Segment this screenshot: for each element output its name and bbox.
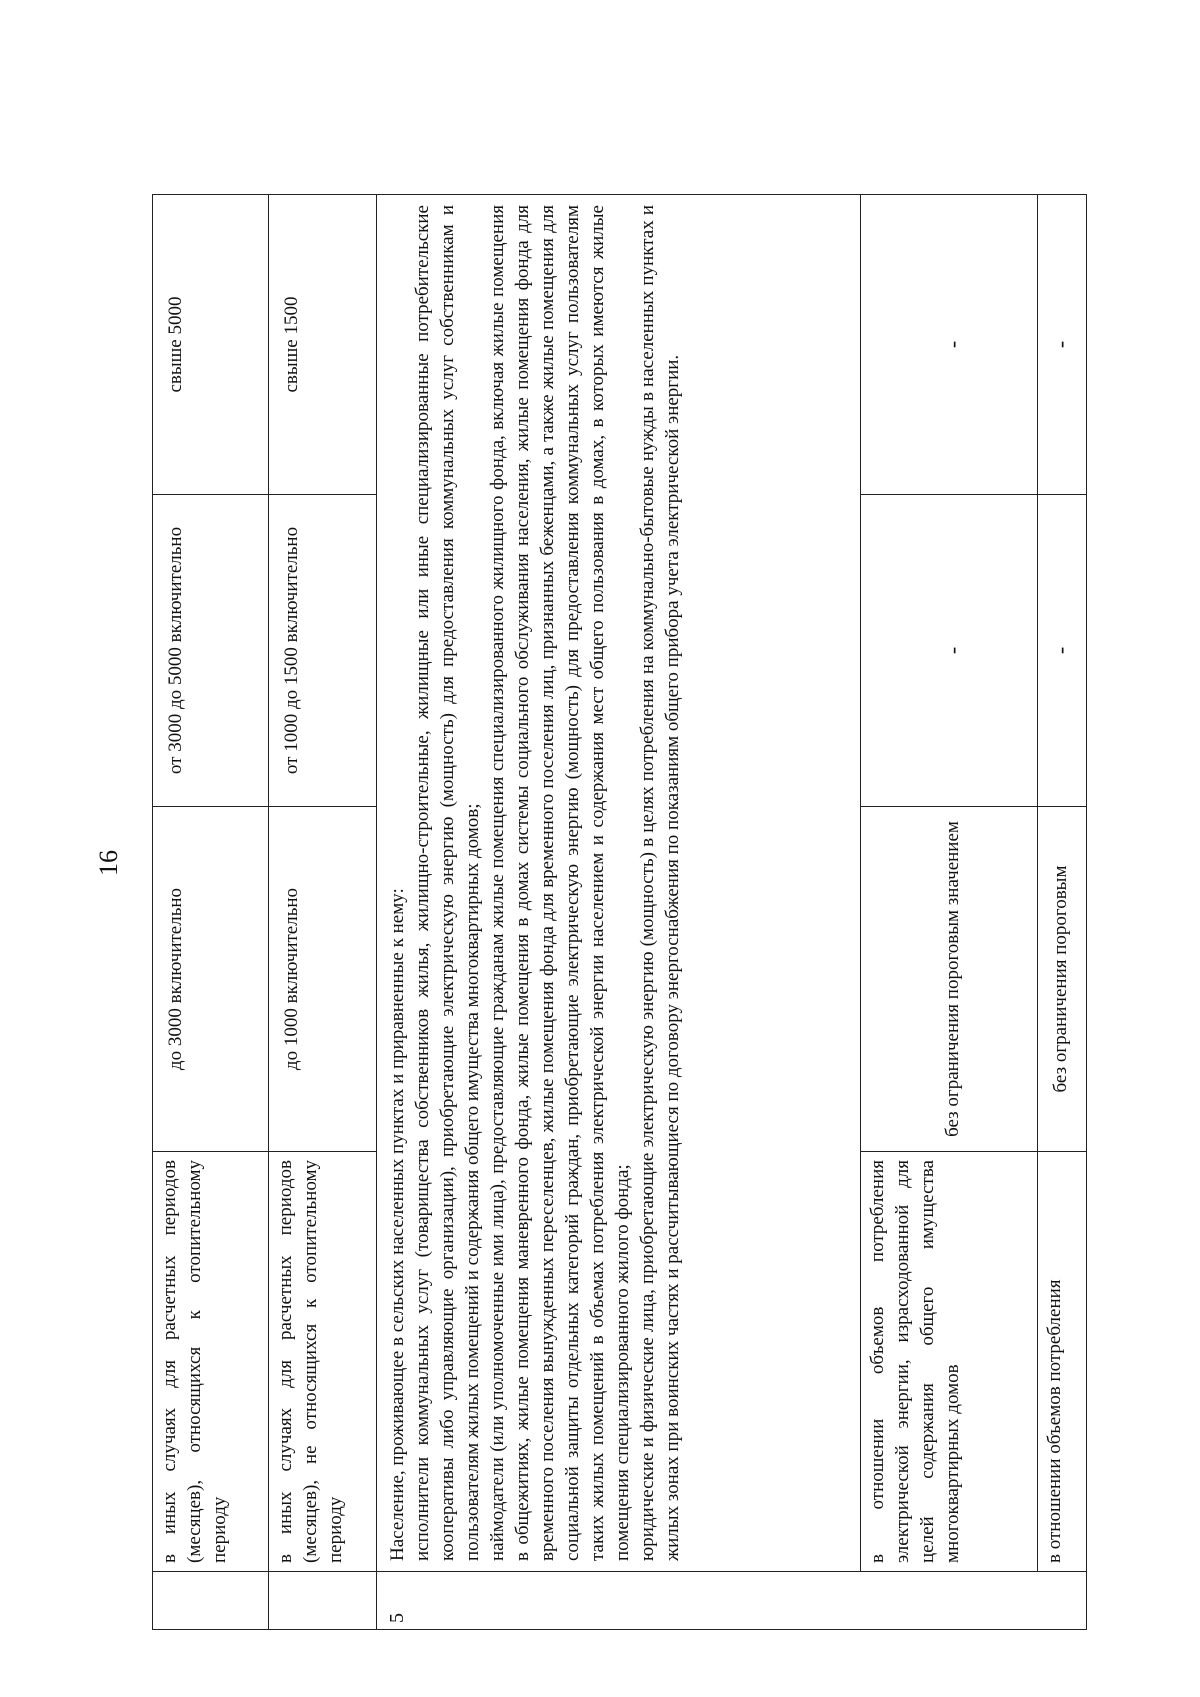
description-paragraph: исполнители коммунальных услуг (товарищества собственников жилья, жилищно-строительные, жилищные или иные специализированные потребительские кооперативы либо управляющие организации), приобретающие электрическую энергию (мощность) для предоставления коммунальных услуг собственникам и пользователям жилых помещений и содержания общего имущества многоквартирных домов;	[412, 205, 484, 1561]
threshold-common-property: без ограничения пороговым значением	[861, 807, 1038, 1152]
dash-cell: -	[861, 195, 1038, 495]
tariff-table	[152, 194, 1087, 1630]
threshold-mid-heating: от 3000 до 5000 включительно	[153, 495, 269, 807]
threshold-high-nonheating: свыше 1500	[269, 195, 377, 495]
table-row-heating	[153, 195, 269, 1630]
tariff-table-rotated	[152, 195, 1087, 1630]
dash-cell: -	[861, 495, 1038, 807]
threshold-consumption: без ограничения пороговым	[1038, 807, 1087, 1152]
threshold-low-heating: до 3000 включительно	[153, 807, 269, 1152]
description-paragraph: наймодатели (или уполномоченные ими лица), предоставляющие гражданам жилые помещения специализированного жилищного фонда, включая жилые помещения в общежитиях, жилые помещения маневренного фонда, жилые помещения в домах системы социального обслуживания населения, жилые помещения фонда для временного поселения вынужденных переселенцев, жилые помещения фонда для временного поселения лиц, признанных беженцами, а также жилые помещения для социальной защиты отдельных категорий граждан, приобретающие электрическую энергию (мощность) для предоставления коммунальных услуг пользователям таких жилых помещений в объемах потребления электрической энергии населением и содержания мест общего пользования в домах, в которых имеются жилые помещения специализированного жилого фонда;	[487, 205, 634, 1561]
threshold-low-nonheating: до 1000 включительно	[269, 807, 377, 1152]
number-cell-empty	[269, 1572, 377, 1630]
row-label-consumption: в отношении объемов потребления	[1038, 1152, 1087, 1572]
table-row-consumption	[1038, 195, 1087, 1630]
table-row-common-property	[861, 195, 1038, 1630]
description-paragraph: юридические и физические лица, приобретающие электрическую энергию (мощность) в целях потребления на коммунально-бытовые нужды в населенных пунктах и жилых зонах при воинских частях и рассчитывающиеся по договору энергоснабжения по показаниям общего прибора учета электрической энергии.	[637, 205, 684, 1561]
row-label-nonheating: в иных случаях для расчетных периодов (месяцев), не относящихся к отопительному периоду	[269, 1152, 377, 1572]
row-label-common-property: в отношении объемов потребления электрической энергии, израсходованной для целей содержания общего имущества многоквартирных домов	[861, 1152, 1038, 1572]
dash-cell: -	[1038, 195, 1087, 495]
description-paragraph: Население, проживающее в сельских населенных пунктах и приравненные к нему:	[387, 888, 409, 1561]
number-cell-empty	[153, 1572, 269, 1630]
row-label-heating: в иных случаях для расчетных периодов (месяцев), относящихся к отопительному периоду	[153, 1152, 269, 1572]
page-number: 16	[94, 850, 123, 876]
section-5-description	[377, 195, 861, 1572]
threshold-high-heating: свыше 5000	[153, 195, 269, 495]
table-row-nonheating	[269, 195, 377, 1630]
table-row-section-5	[377, 195, 861, 1630]
threshold-mid-nonheating: от 1000 до 1500 включительно	[269, 495, 377, 807]
section-number: 5	[377, 1572, 1087, 1630]
dash-cell: -	[1038, 495, 1087, 807]
